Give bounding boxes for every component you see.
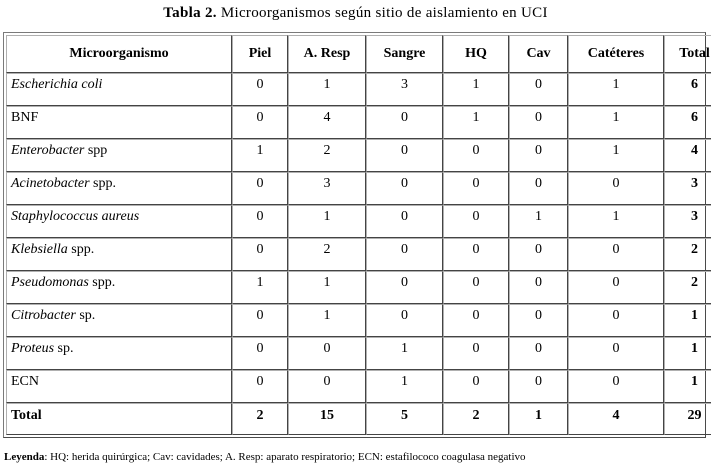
piel-cell: 0 xyxy=(232,238,288,271)
a-resp-cell: 1 xyxy=(288,304,366,337)
total-cell: 3 xyxy=(664,205,711,238)
total-cell: 6 xyxy=(664,73,711,106)
hq-cell: 0 xyxy=(443,304,509,337)
sangre-cell: 0 xyxy=(366,205,443,238)
piel-cell: 0 xyxy=(232,304,288,337)
header-row xyxy=(6,35,711,73)
cateteres-cell: 0 xyxy=(568,238,664,271)
table-row xyxy=(6,238,711,271)
legend-label: Leyenda xyxy=(4,451,45,463)
a-resp-cell: 1 xyxy=(288,205,366,238)
organism-name-cell xyxy=(6,73,232,106)
a-resp-cell: 0 xyxy=(288,337,366,370)
a-resp-cell: 1 xyxy=(288,271,366,304)
organism-name-suffix: BNF xyxy=(11,110,39,125)
organism-name-italic: Pseudomonas xyxy=(11,275,89,290)
table-row xyxy=(6,271,711,304)
organism-name-cell xyxy=(6,271,232,304)
cav-cell: 0 xyxy=(509,304,568,337)
sangre-cell: 0 xyxy=(366,304,443,337)
cav-cell: 0 xyxy=(509,271,568,304)
table-row xyxy=(6,73,711,106)
organism-name-suffix: spp xyxy=(84,143,108,158)
header-a-resp: A. Resp xyxy=(288,35,366,73)
header-sangre: Sangre xyxy=(366,35,443,73)
cateteres-cell: 0 xyxy=(568,337,664,370)
organism-name-italic: Staphylococcus aureus xyxy=(11,209,140,224)
table-title xyxy=(0,4,711,22)
table-frame xyxy=(3,32,710,438)
table-title-label: Tabla 2. xyxy=(163,5,217,21)
organism-name-italic: Escherichia coli xyxy=(11,77,103,92)
total-cav-cell: 1 xyxy=(509,403,568,435)
cav-cell: 1 xyxy=(509,205,568,238)
header-microorganismo: Microorganismo xyxy=(6,35,232,73)
organism-name-suffix: ECN xyxy=(11,374,39,389)
piel-cell: 1 xyxy=(232,271,288,304)
organism-name-cell xyxy=(6,106,232,139)
organism-name-cell xyxy=(6,337,232,370)
organism-name-cell xyxy=(6,139,232,172)
table-row xyxy=(6,337,711,370)
cateteres-cell: 0 xyxy=(568,271,664,304)
organism-name-suffix: spp. xyxy=(88,275,116,290)
a-resp-cell: 2 xyxy=(288,238,366,271)
sangre-cell: 0 xyxy=(366,139,443,172)
total-cell: 2 xyxy=(664,271,711,304)
hq-cell: 1 xyxy=(443,106,509,139)
hq-cell: 1 xyxy=(443,73,509,106)
organism-name-italic: Enterobacter xyxy=(11,143,85,158)
hq-cell: 0 xyxy=(443,205,509,238)
hq-cell: 0 xyxy=(443,172,509,205)
grand-total-cell: 29 xyxy=(664,403,711,435)
sangre-cell: 3 xyxy=(366,73,443,106)
cateteres-cell: 1 xyxy=(568,73,664,106)
hq-cell: 0 xyxy=(443,337,509,370)
hq-cell: 0 xyxy=(443,370,509,403)
total-cell: 2 xyxy=(664,238,711,271)
a-resp-cell: 0 xyxy=(288,370,366,403)
cateteres-cell: 1 xyxy=(568,139,664,172)
a-resp-cell: 4 xyxy=(288,106,366,139)
cateteres-cell: 0 xyxy=(568,304,664,337)
header-cav: Cav xyxy=(509,35,568,73)
cav-cell: 0 xyxy=(509,370,568,403)
table-body xyxy=(6,73,711,435)
sangre-cell: 0 xyxy=(366,172,443,205)
a-resp-cell: 2 xyxy=(288,139,366,172)
cav-cell: 0 xyxy=(509,139,568,172)
organism-name-cell xyxy=(6,205,232,238)
total-cell: 3 xyxy=(664,172,711,205)
organism-name-cell xyxy=(6,304,232,337)
organism-name-italic: Proteus xyxy=(11,341,55,356)
hq-cell: 0 xyxy=(443,271,509,304)
cateteres-cell: 1 xyxy=(568,106,664,139)
total-row xyxy=(6,403,711,435)
total-hq-cell: 2 xyxy=(443,403,509,435)
table-row xyxy=(6,304,711,337)
organism-name-suffix: spp. xyxy=(89,176,116,191)
header-cateteres: Catéteres xyxy=(568,35,664,73)
cateteres-cell: 0 xyxy=(568,172,664,205)
cateteres-cell: 0 xyxy=(568,370,664,403)
sangre-cell: 1 xyxy=(366,337,443,370)
cav-cell: 0 xyxy=(509,172,568,205)
legend-text: : HQ: herida quirúrgica; Cav: cavidades; A. Resp: aparato respiratorio; ECN: estafilococo coagulasa negativo xyxy=(44,451,526,463)
table-row xyxy=(6,205,711,238)
organism-name-italic: Klebsiella xyxy=(11,242,68,257)
total-cell: 6 xyxy=(664,106,711,139)
total-sangre-cell: 5 xyxy=(366,403,443,435)
organism-name-cell xyxy=(6,370,232,403)
organism-name-cell xyxy=(6,172,232,205)
organism-name-suffix: sp. xyxy=(54,341,74,356)
hq-cell: 0 xyxy=(443,238,509,271)
piel-cell: 0 xyxy=(232,205,288,238)
hq-cell: 0 xyxy=(443,139,509,172)
cav-cell: 0 xyxy=(509,238,568,271)
sangre-cell: 0 xyxy=(366,271,443,304)
piel-cell: 0 xyxy=(232,106,288,139)
header-hq: HQ xyxy=(443,35,509,73)
total-cell: 1 xyxy=(664,337,711,370)
organism-name-suffix: sp. xyxy=(75,308,96,323)
table-row xyxy=(6,172,711,205)
sangre-cell: 0 xyxy=(366,106,443,139)
organism-name-cell xyxy=(6,238,232,271)
sangre-cell: 1 xyxy=(366,370,443,403)
total-cell: 4 xyxy=(664,139,711,172)
microorganism-table xyxy=(6,35,711,435)
total-a-resp-cell: 15 xyxy=(288,403,366,435)
piel-cell: 0 xyxy=(232,337,288,370)
organism-name-suffix: spp. xyxy=(67,242,95,257)
a-resp-cell: 3 xyxy=(288,172,366,205)
legend xyxy=(4,450,526,464)
piel-cell: 1 xyxy=(232,139,288,172)
total-cateteres-cell: 4 xyxy=(568,403,664,435)
cav-cell: 0 xyxy=(509,106,568,139)
total-cell: 1 xyxy=(664,370,711,403)
table-row xyxy=(6,106,711,139)
cav-cell: 0 xyxy=(509,337,568,370)
sangre-cell: 0 xyxy=(366,238,443,271)
piel-cell: 0 xyxy=(232,73,288,106)
total-row-label: Total xyxy=(6,403,232,435)
cateteres-cell: 1 xyxy=(568,205,664,238)
total-piel-cell: 2 xyxy=(232,403,288,435)
organism-name-italic: Citrobacter xyxy=(11,308,76,323)
piel-cell: 0 xyxy=(232,172,288,205)
header-piel: Piel xyxy=(232,35,288,73)
total-cell: 1 xyxy=(664,304,711,337)
table-row xyxy=(6,370,711,403)
organism-name-italic: Acinetobacter xyxy=(11,176,90,191)
header-total: Total xyxy=(664,35,711,73)
cav-cell: 0 xyxy=(509,73,568,106)
table-row xyxy=(6,139,711,172)
a-resp-cell: 1 xyxy=(288,73,366,106)
piel-cell: 0 xyxy=(232,370,288,403)
table-title-text: Microorganismos según sitio de aislamiento en UCI xyxy=(220,5,548,21)
